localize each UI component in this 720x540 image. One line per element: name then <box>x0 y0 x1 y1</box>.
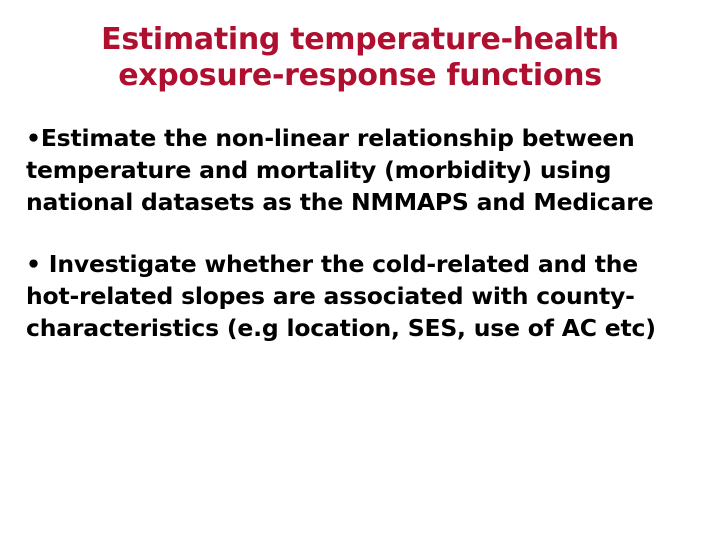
list-item: • Investigate whether the cold-related and the hot-related slopes are associated with county-characteristics (e.g location, SES, use of AC etc) <box>26 250 656 342</box>
slide-body <box>26 122 691 344</box>
page-title: Estimating temperature-health exposure-response functions <box>101 22 619 93</box>
list-item: •Estimate the non-linear relationship between temperature and mortality (morbidity) using national datasets as the NMMAPS and Medicare <box>26 124 654 216</box>
